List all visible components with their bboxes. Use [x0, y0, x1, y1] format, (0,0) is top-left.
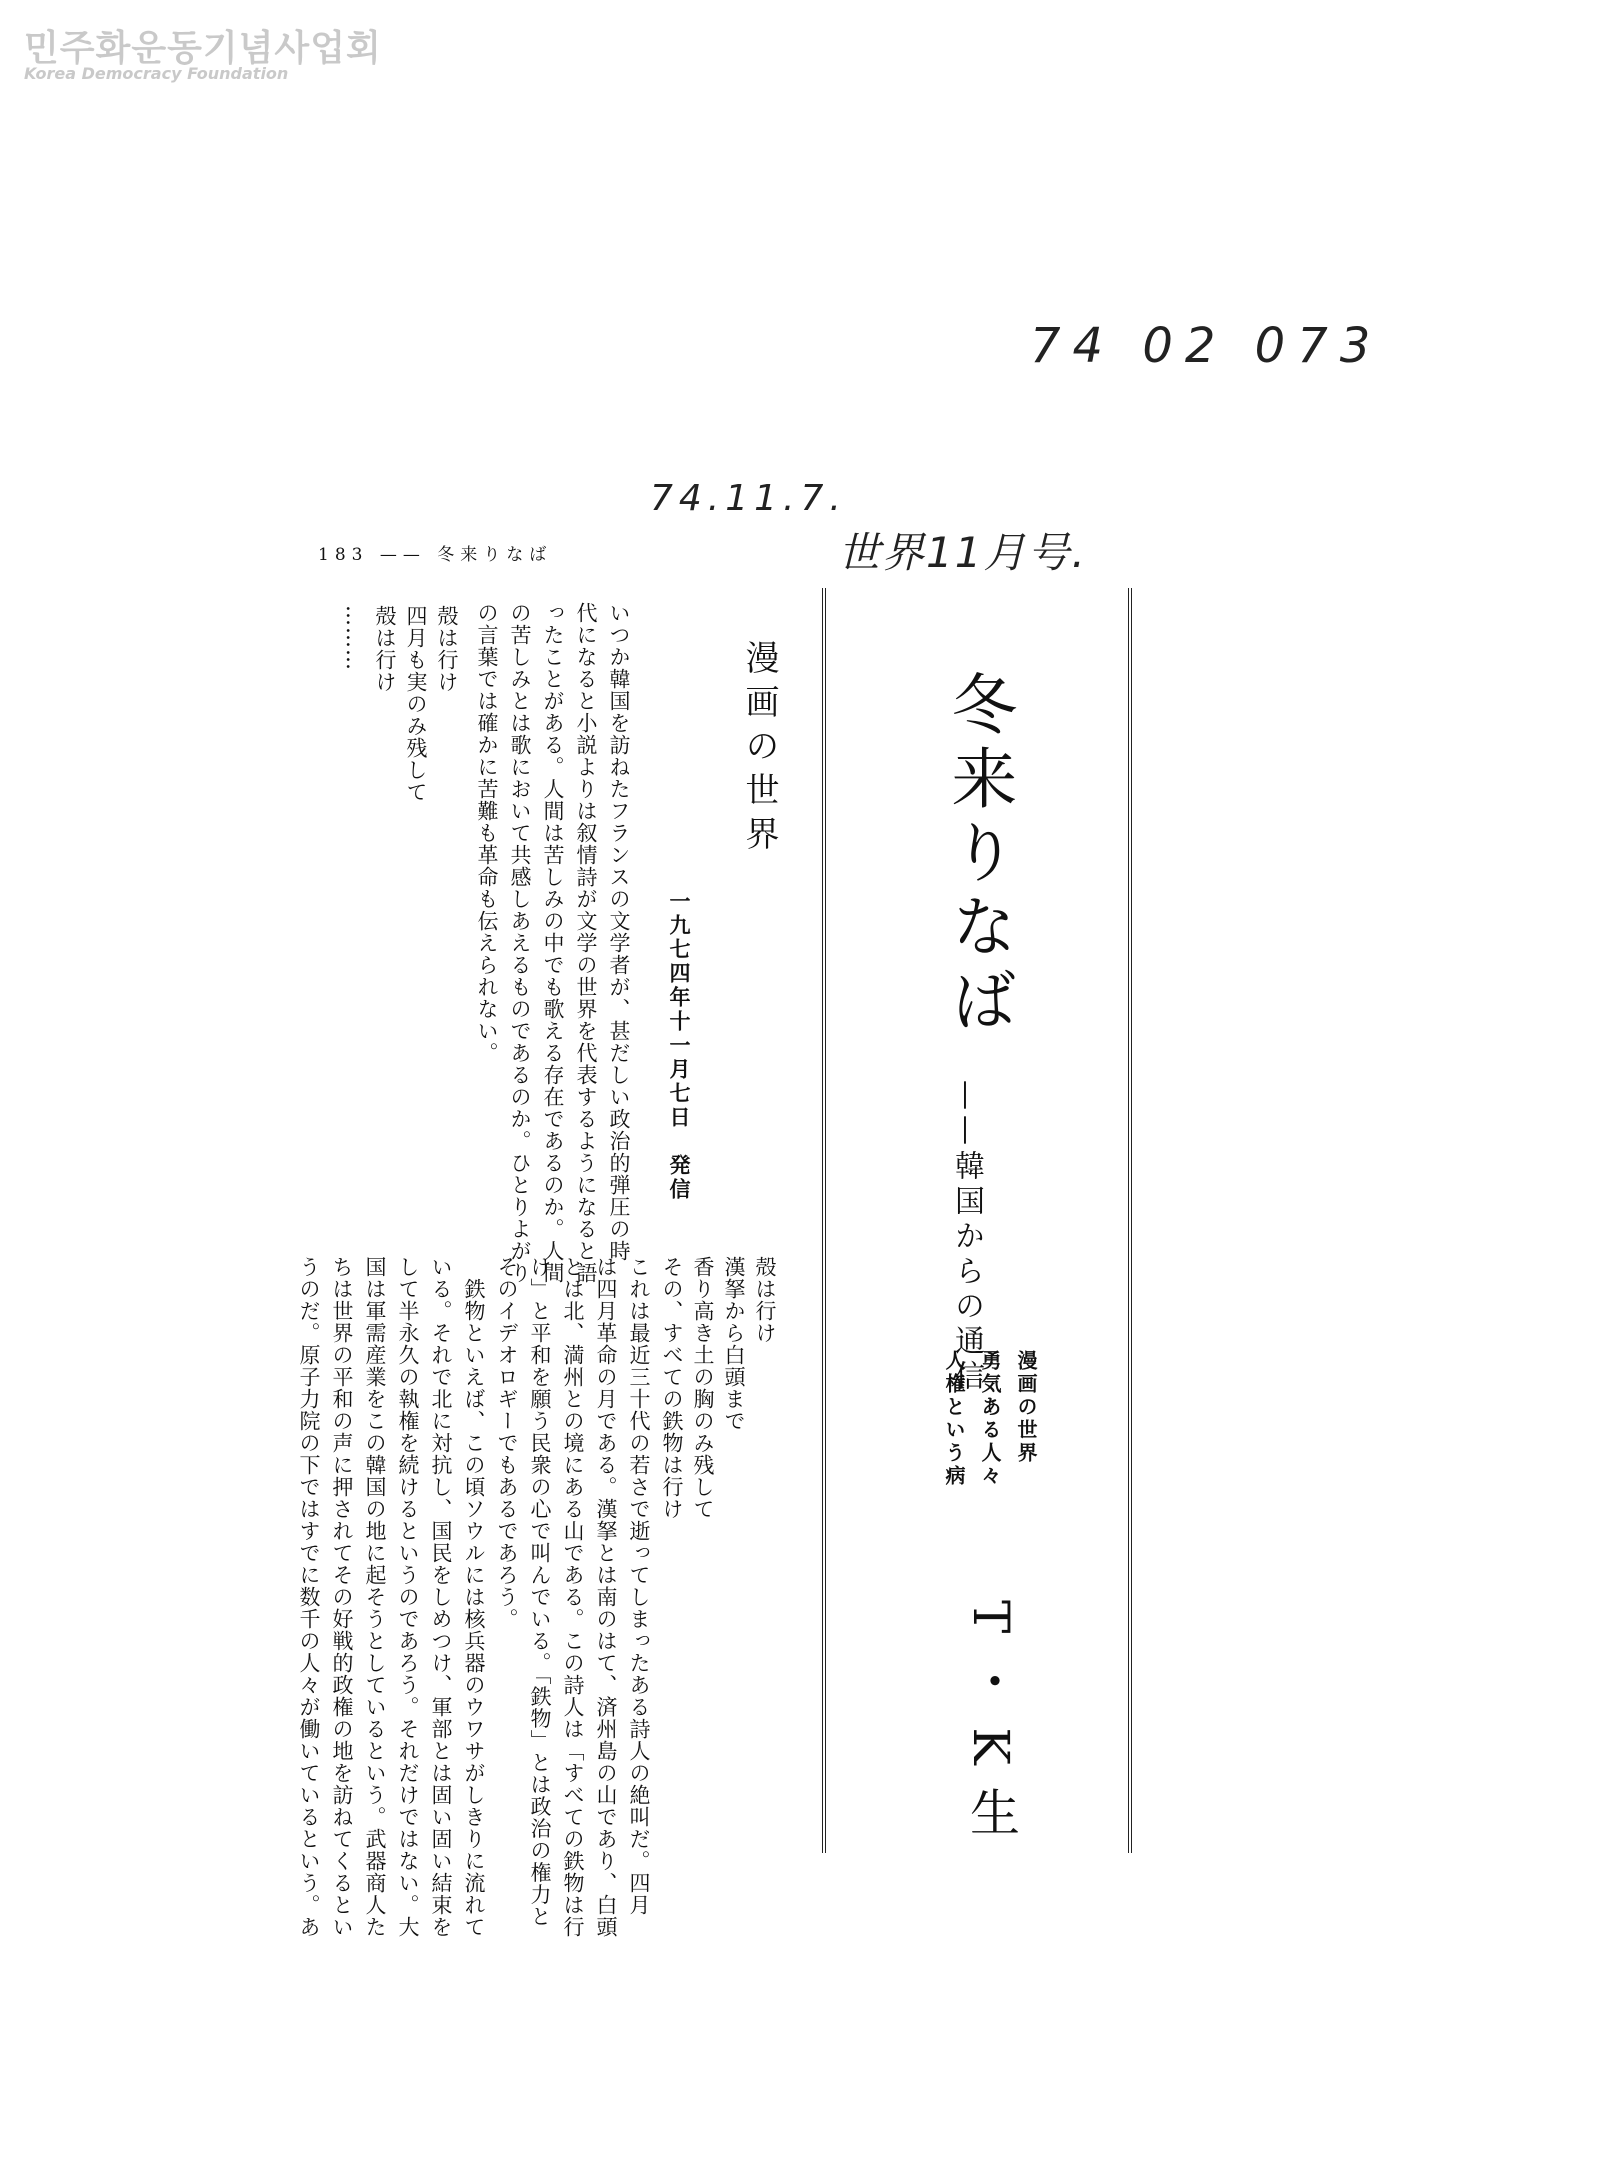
- handwritten-document-id: 74 02 073: [1030, 318, 1383, 374]
- running-head: 183 —— 冬来りなば: [318, 545, 553, 565]
- section-date: 一九七四年十一月七日 発信: [667, 890, 691, 1202]
- poem-quote-1: 殻は行け 四月も実のみ残して 殻は行け ………: [342, 605, 459, 803]
- handwritten-date: 74.11.7.: [650, 478, 847, 519]
- handwritten-source: 世界11月号.: [838, 528, 1087, 577]
- paragraph-intro: いつか韓国を訪ねたフランスの文学者が、甚だしい政治的弾圧の時 代になると小説よりは叙情詩が文学の世界を代表するようになると語 ったことがある。人間は苦しみの中でも歌える存在であるのか。人間 の苦しみとは歌において共感しあえるものであるのか。ひとりよがり の言葉では確かに苦難も革命も伝えられない。: [475, 602, 631, 1284]
- author-name: T・K生: [962, 1600, 1020, 1859]
- title-rule-left: [822, 588, 826, 1853]
- article-subtitle: ——韓国からの通信: [949, 1080, 984, 1395]
- article-title: 冬来りなば: [939, 670, 1017, 1040]
- watermark-english: Korea Democracy Foundation: [24, 64, 289, 83]
- paragraph-main: これは最近三十代の若さで逝ってしまったある詩人の絶叫だ。四月 は四月革命の月である。漢拏とは南のはて、済州島の山であり、白頭 とは北、満州との境にある山である。この詩人は「すべての鉄物は行 け」と平和を願う民衆の心で叫んでいる。「鉄物」とは政治の権力と そのイデオロギーでもあるであろう。 鉄物といえば、この頃ソウルには核兵器のウワサがしきりに流れて いる。それで北に対抗し、国民をしめつけ、軍部とは固い固い結束を して半永久の執権を続けるというのであろう。それだけではない。大 国は軍需産業をこの韓国の地に起そうとしているという。武器商人た ちは世界の平和の声に押されてその好戦的政権の地を訪ねてくるとい うのだ。原子力院の下ではすでに数千の人々が働いているという。あ: [297, 1256, 651, 1938]
- toc-item: 漫画の世界: [1014, 1349, 1038, 1465]
- table-of-contents: [936, 1330, 1080, 1488]
- poem-quote-2: 殻は行け 漢拏から白頭まで 香り高き土の胸のみ残して その、すべての鉄物は行け: [660, 1256, 777, 1520]
- watermark-korean: 민주화운동기념사업회: [24, 28, 382, 69]
- toc-item: 勇気ある人々: [978, 1349, 1002, 1488]
- title-rule-right: [1128, 588, 1132, 1853]
- section-title: 漫画の世界: [739, 640, 779, 860]
- toc-item: 人権という病: [942, 1349, 966, 1488]
